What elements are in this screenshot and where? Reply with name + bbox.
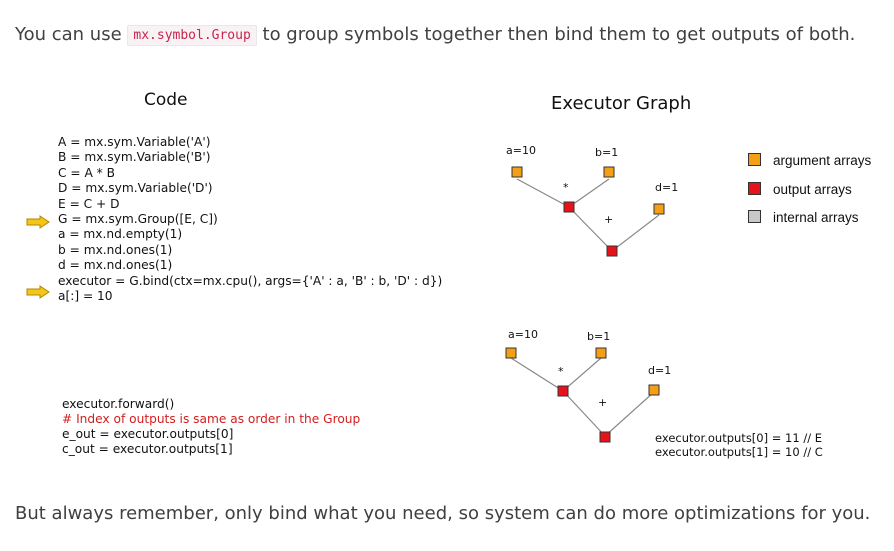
edge	[612, 215, 659, 251]
outro-paragraph: But always remember, only bind what you need, so system can do more optimizations for you.	[15, 503, 871, 524]
code-line: b = mx.nd.ones(1)	[58, 242, 173, 257]
code-comment: # Index of outputs is same as order in the Group	[62, 412, 361, 426]
node-output-e	[607, 246, 617, 256]
graph-top	[506, 144, 678, 256]
legend-label: internal arrays	[773, 210, 859, 225]
node-argument-b	[596, 348, 606, 358]
label-b: b=1	[595, 146, 619, 159]
edge	[517, 179, 569, 207]
node-output-e	[600, 432, 610, 442]
graph-bottom	[506, 328, 671, 442]
label-a: a=10	[508, 328, 538, 341]
edge	[563, 358, 601, 391]
node-argument-a	[512, 167, 522, 177]
code-line: A = mx.sym.Variable('A')	[58, 135, 211, 149]
code-line: D = mx.sym.Variable('D')	[58, 181, 213, 196]
code-line: c_out = executor.outputs[1]	[62, 442, 233, 456]
node-argument-b	[604, 167, 614, 177]
label-d: d=1	[648, 364, 672, 377]
code-line: a = mx.nd.empty(1)	[58, 227, 183, 242]
code-line: d = mx.nd.ones(1)	[58, 258, 173, 273]
result-line: executor.outputs[1] = 10 // C	[655, 444, 823, 459]
executor-figure	[15, 84, 894, 484]
legend-swatch	[748, 153, 761, 166]
code-line-highlighted: executor = G.bind(ctx=mx.cpu(), args={'A' : a, 'B' : b, 'D' : d})	[58, 273, 443, 288]
inline-code-group: mx.symbol.Group	[127, 25, 256, 46]
code-line-highlighted: G = mx.sym.Group([E, C])	[58, 211, 218, 226]
node-output-c	[558, 386, 568, 396]
intro-paragraph	[15, 24, 855, 45]
node-argument-d	[649, 385, 659, 395]
legend-swatch	[748, 210, 761, 223]
op-add: +	[604, 213, 614, 226]
op-mul: *	[563, 181, 569, 194]
legend-item-output	[748, 182, 852, 197]
op-add: +	[598, 396, 608, 409]
label-d: d=1	[655, 181, 679, 194]
edge	[511, 358, 563, 391]
code-line: executor.forward()	[62, 397, 175, 411]
code-line: e_out = executor.outputs[0]	[62, 427, 234, 441]
code-header: Code	[144, 90, 188, 110]
code-line: E = C + D	[58, 196, 120, 211]
outputs-results	[655, 432, 823, 459]
code-line: B = mx.sym.Variable('B')	[58, 150, 211, 165]
legend-item-internal	[748, 210, 859, 225]
result-line: executor.outputs[0] = 11 // E	[655, 431, 823, 445]
executor-graph-diagram	[15, 84, 894, 484]
legend-label: output arrays	[773, 182, 852, 197]
legend-item-argument	[748, 153, 871, 168]
legend-swatch	[748, 182, 761, 195]
code-line: a[:] = 10	[58, 288, 113, 303]
graph-header: Executor Graph	[551, 93, 692, 114]
op-mul: *	[558, 365, 564, 378]
node-output-c	[564, 202, 574, 212]
intro-text-after: to group symbols together then bind them to get outputs of both.	[256, 24, 856, 45]
label-a: a=10	[506, 144, 536, 157]
node-argument-a	[506, 348, 516, 358]
label-b: b=1	[587, 330, 611, 343]
edge	[569, 179, 609, 207]
node-argument-d	[654, 204, 664, 214]
legend-label: argument arrays	[773, 153, 872, 168]
edge	[605, 392, 654, 436]
intro-text-before: You can use	[15, 24, 128, 45]
code-line: C = A * B	[58, 165, 116, 180]
